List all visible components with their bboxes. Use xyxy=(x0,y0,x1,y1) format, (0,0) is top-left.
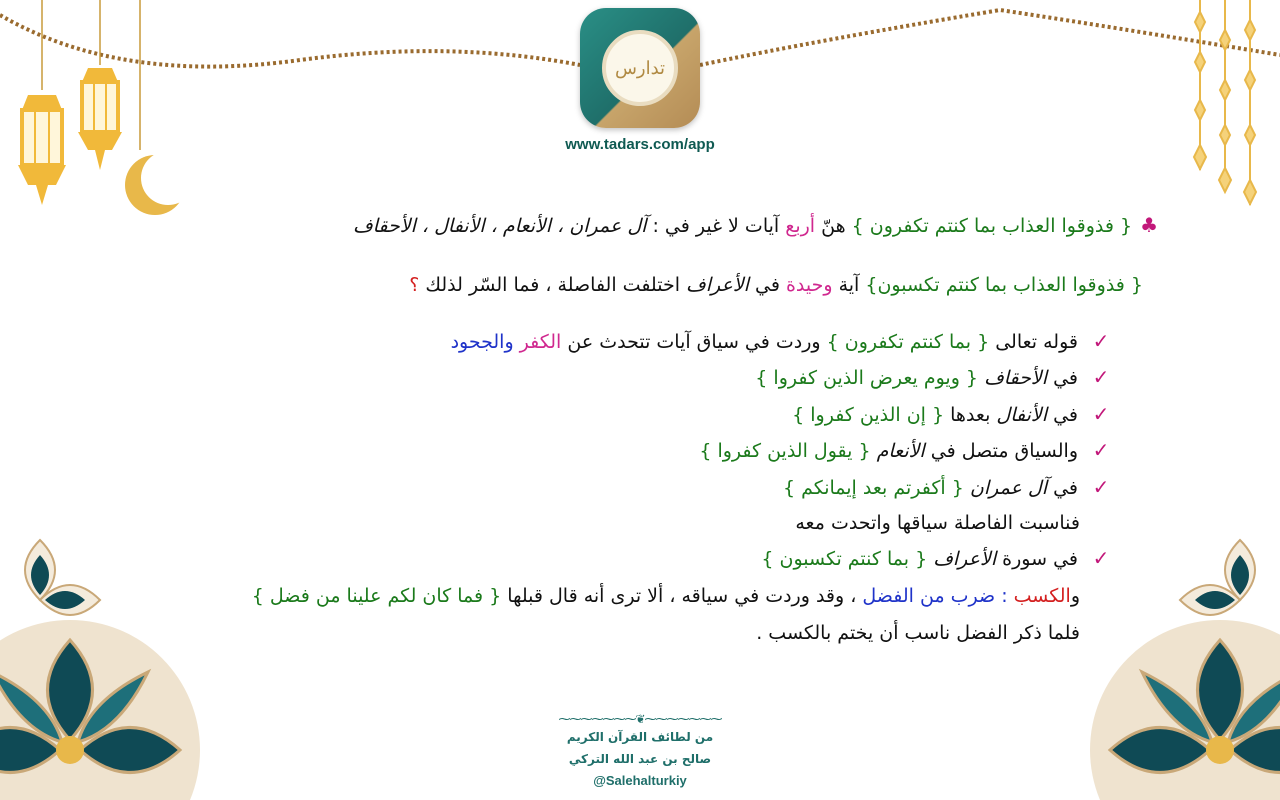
footer-author: صالح بن عبد الله التركي xyxy=(568,752,712,766)
intro-line-1: ♣{ فذوقوا العذاب بما كنتم تكفرون } هنّ أربع آيات لا غير في : آل عمران ، الأنعام ، الأنفال ، الأحقاف xyxy=(352,213,1158,237)
list-item: ✓في آل عمران { أكفرتم بعد إيمانكم } xyxy=(783,474,1112,501)
check-icon: ✓ xyxy=(1092,475,1110,499)
list-item: ✓في الأنفال بعدها { إن الذين كفروا } xyxy=(792,401,1112,428)
word-juhood: الجحود xyxy=(450,331,505,353)
conclusion-line: فلما ذكر الفضل ناسب أن يختم بالكسب . xyxy=(756,622,1080,644)
surah-list: آل عمران ، الأنعام ، الأنفال ، الأحقاف xyxy=(352,215,647,237)
footer-series-title: من لطائف القرآن الكريم xyxy=(566,730,714,744)
verse-taksiboon: { فذوقوا العذاب بما كنتم تكسبون} xyxy=(865,274,1143,296)
check-icon: ✓ xyxy=(1092,365,1110,389)
kasb-explanation: والكسب : ضرب من الفضل ، وقد وردت في سياقه ، ألا ترى أنه قال قبلها { فما كان لكم علينا من فضل } xyxy=(251,585,1080,607)
list-item: ✓والسياق متصل في الأنعام { يقول الذين كفروا } xyxy=(699,437,1112,464)
list-item: ✓قوله تعالى { بما كنتم تكفرون } وردت في سياق آيات تتحدث عن الكفر والجحود xyxy=(451,328,1112,355)
check-icon: ✓ xyxy=(1092,329,1110,353)
surah-araf: الأعراف xyxy=(686,274,749,296)
crescent-moon xyxy=(125,151,195,215)
club-bullet-icon: ♣ xyxy=(1140,213,1158,237)
lantern-middle xyxy=(78,68,122,170)
question-mark: ؟ xyxy=(409,274,420,296)
intro-line-2: { فذوقوا العذاب بما كنتم تكسبون} آية وحيدة في الأعراف اختلفت الفاصلة ، فما السّر لذلك ؟ xyxy=(409,274,1143,296)
check-icon: ✓ xyxy=(1092,402,1110,426)
list-item: ✓في سورة الأعراف { بما كنتم تكسبون } xyxy=(761,545,1112,572)
footer-handle[interactable]: @Salehalturkiy xyxy=(593,773,687,788)
word-kasb: الكسب xyxy=(1013,585,1071,607)
highlight-single: وحيدة xyxy=(785,274,833,296)
decorative-flower-left xyxy=(0,520,200,800)
verse-takfuroon: { فذوقوا العذاب بما كنتم تكفرون } xyxy=(851,215,1133,237)
app-logo xyxy=(580,8,700,128)
footer xyxy=(540,712,740,792)
site-url[interactable]: www.tadars.com/app xyxy=(565,136,715,153)
list-item-continuation: فناسبت الفاصلة سياقها واتحدت معه xyxy=(795,512,1080,534)
lantern-left xyxy=(18,95,66,205)
logo-text: تدارس xyxy=(614,57,666,79)
check-icon: ✓ xyxy=(1092,438,1110,462)
list-item: ✓في الأحقاف { ويوم يعرض الذين كفروا } xyxy=(755,364,1112,391)
word-kufr: الكفر xyxy=(519,331,562,353)
footer-ornament: ⁓⁓⁓⁓⁓⁓⁓❦⁓⁓⁓⁓⁓⁓⁓ xyxy=(558,712,722,726)
decorative-flower-right xyxy=(1080,520,1280,800)
highlight-four: أربع xyxy=(785,215,816,237)
check-icon: ✓ xyxy=(1092,546,1110,570)
hanging-ornaments-right xyxy=(1194,0,1256,205)
logo-emblem xyxy=(602,30,678,106)
